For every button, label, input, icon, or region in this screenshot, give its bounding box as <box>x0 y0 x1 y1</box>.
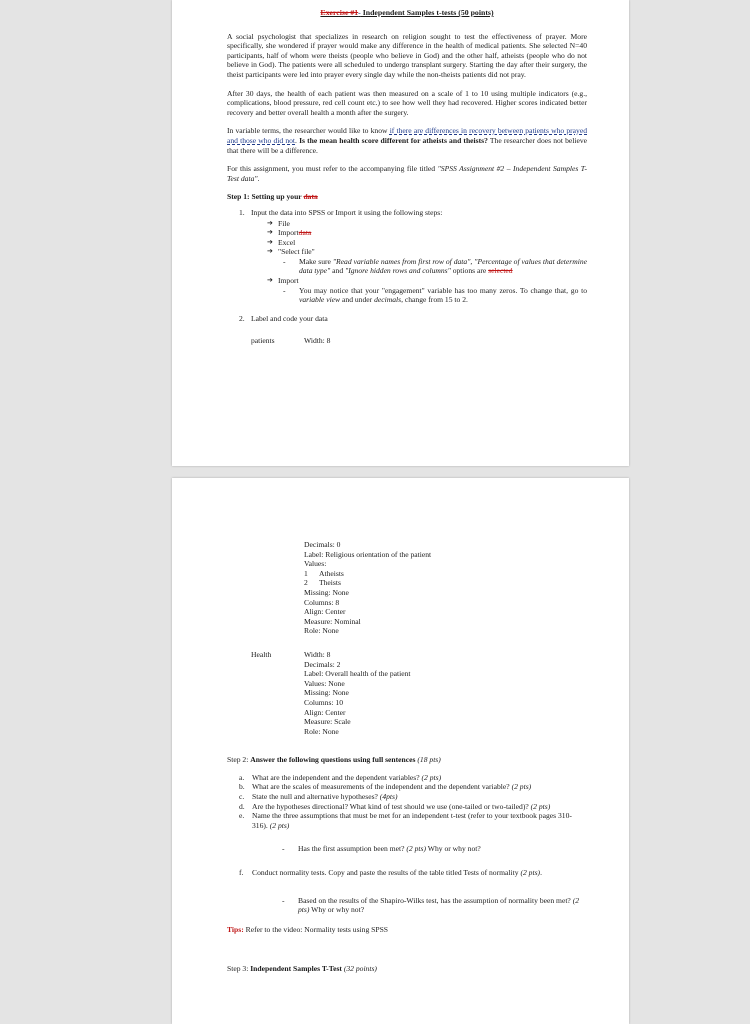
arrow-right-icon: ➔ <box>267 218 273 227</box>
paragraph-intro: A social psychologist that specializes in research on religion sought to test the effectiveness of prayer. More specifically, she wondered if prayer would make any difference in the health of medical patients. She selected N=40 participants, half of whom were theists (people who believe in God) and the other half, atheists (people who do not believe in God). The patients were all scheduled to undergo transplant surgery. Starting the day after their surgery, the theist participants were led into prayer every single day while the non-theists patients did not pray. <box>227 31 587 79</box>
dash-note-text: Make sure "Read variable names from first row of data", "Percentage of values that determine data type" and "Ignore hidden rows and columns" options are selected <box>299 256 587 276</box>
prop-missing: Missing: None <box>304 587 349 597</box>
variable-patients-continued <box>251 540 587 636</box>
prop-measure: Measure: Scale <box>304 717 351 727</box>
question-item: a. What are the independent and the dependent variables? (2 pts) <box>239 772 442 782</box>
arrow-step-text: Import <box>278 276 299 286</box>
arrow-step-text: File <box>278 218 290 228</box>
prop-missing: Missing: None <box>304 688 349 698</box>
arrow-step <box>267 247 587 257</box>
import-steps <box>267 219 587 257</box>
arrow-right-icon: ➔ <box>267 228 273 237</box>
paragraph-file-reference <box>227 164 587 183</box>
title-inserted-text: - <box>358 8 361 17</box>
question-item: e. Name the three assumptions that must be met for an independent t-test (refer to your textbook pages 310- 316). (2 pts) <box>239 811 572 830</box>
dash-note-text: You may notice that your "engagement" variable has too many zeros. To change that, go to variable view and under decimals, change from 15 to 2. <box>299 285 587 305</box>
paragraph-measurement: After 30 days, the health of each patient was then measured on a scale of 1 to 10 using multiple indicators (e.g., complications, blood pressure, red cell count etc.) to see how well they had recovered. Higher scores indicated better recovery and better overall health a month after the surgery. <box>227 88 587 117</box>
import-step-final <box>267 276 587 286</box>
prop-columns: Columns: 10 <box>304 697 344 707</box>
value-row: 2 Theists <box>304 578 341 588</box>
arrow-step <box>267 238 587 248</box>
arrow-step-text: "Select file" <box>278 247 315 257</box>
prop-decimals: Decimals: 0 <box>304 540 341 549</box>
document-page-2 <box>172 478 629 1024</box>
question-item: b. What are the scales of measurements of the independent and the dependent variable? (2 pts) <box>239 782 532 792</box>
prop-label: Label: Overall health of the patient <box>304 669 411 679</box>
list-number: 1. <box>239 207 245 217</box>
arrow-step <box>267 219 587 229</box>
prop-role: Role: None <box>304 626 339 636</box>
para3-lead: In variable terms, the researcher would like to know <box>227 126 390 136</box>
prop-decimals: Decimals: 2 <box>304 659 341 669</box>
value-row: 1 Atheists <box>304 568 344 578</box>
prop-measure: Measure: Nominal <box>304 616 361 626</box>
list-item-2 <box>239 314 587 324</box>
step1-label: Step 1: Setting up your <box>227 192 304 202</box>
question-list <box>227 773 587 831</box>
paragraph-variables <box>227 126 587 155</box>
step1-heading <box>227 192 587 202</box>
sub-question-normality: - Based on the results of the Shapiro-Wilks test, has the assumption of normality been met? (2 pts) Why or why not? <box>282 895 580 915</box>
step1-deleted-text: data <box>303 192 318 202</box>
para3-tail: The researcher does not believe that there will be a difference. <box>227 135 588 155</box>
document-page-1 <box>172 0 629 466</box>
variable-health <box>251 650 587 736</box>
para4-lead: For this assignment, you must refer to the accompanying file titled <box>227 164 438 174</box>
title-deleted-text: Exercise #1 <box>320 8 359 17</box>
tips-label: Tips: <box>227 924 244 934</box>
question-item: d. Are the hypotheses directional? What kind of test should we use (one-tailed or two-tailed)? (2 pts) <box>239 801 551 811</box>
dash-note-options <box>283 257 587 276</box>
arrow-step-text: Import <box>278 228 299 238</box>
prop-values: Values: <box>304 559 327 569</box>
prop-role: Role: None <box>304 726 339 736</box>
list-number: 2. <box>239 313 245 323</box>
research-question: Is the mean health score different for atheists and theists? <box>299 135 488 145</box>
prop-label: Label: Religious orientation of the patient <box>304 549 432 559</box>
arrow-right-icon: ➔ <box>267 237 273 246</box>
tips-text: Refer to the video: Normality tests using SPSS <box>243 924 389 934</box>
question-item-f: f. Conduct normality tests. Copy and paste the results of the table titled Tests of normality (2 pts). <box>239 868 542 878</box>
dash-bullet: - <box>283 285 286 295</box>
dash-bullet: - <box>283 256 286 266</box>
para3-sep: . <box>295 135 300 145</box>
arrow-step-deleted: data <box>298 228 312 238</box>
file-title: "SPSS Assignment #2 – Independent Samples T-Test data" <box>227 164 587 183</box>
prop-values: Values: None <box>304 678 345 688</box>
variable-width: Width: 8 <box>304 336 331 346</box>
step3-heading: Step 3: Independent Samples T-Test (32 points) <box>227 964 377 974</box>
exercise-title <box>227 8 587 18</box>
variable-properties <box>304 540 587 636</box>
list-text: Label and code your data <box>251 313 328 323</box>
tips-line <box>227 925 587 935</box>
list-text: Input the data into SPSS or Import it using the following steps: <box>251 207 443 217</box>
prop-align: Align: Center <box>304 607 346 617</box>
prop-align: Align: Center <box>304 707 346 717</box>
arrow-right-icon: ➔ <box>267 276 273 285</box>
variable-name: patients <box>251 336 275 346</box>
variable-name: Health <box>251 649 272 659</box>
sub-question-assumption: - Has the first assumption been met? (2 pts) Why or why not? <box>282 844 481 854</box>
arrow-right-icon: ➔ <box>267 247 273 256</box>
step2-heading: Step 2: Answer the following questions using full sentences (18 pts) <box>227 755 441 765</box>
arrow-step-text: Excel <box>278 237 296 247</box>
variable-properties <box>304 650 587 736</box>
arrow-step <box>267 228 587 238</box>
para3-underlined: if there are differences in recovery between patients who prayed and those who did not <box>227 126 587 145</box>
para4-tail: . <box>257 173 260 183</box>
dash-bullet: - <box>282 844 285 854</box>
prop-columns: Columns: 8 <box>304 597 340 607</box>
question-item: c. State the null and alternative hypotheses? (4pts) <box>239 792 398 802</box>
list-item-1 <box>239 208 587 218</box>
dash-bullet: - <box>282 895 285 905</box>
arrow-step <box>267 276 587 286</box>
prop-width: Width: 8 <box>304 649 331 659</box>
title-text: Independent Samples t-tests (50 points) <box>360 8 494 17</box>
variable-patients <box>251 336 587 346</box>
dash-note-decimals <box>283 286 587 305</box>
